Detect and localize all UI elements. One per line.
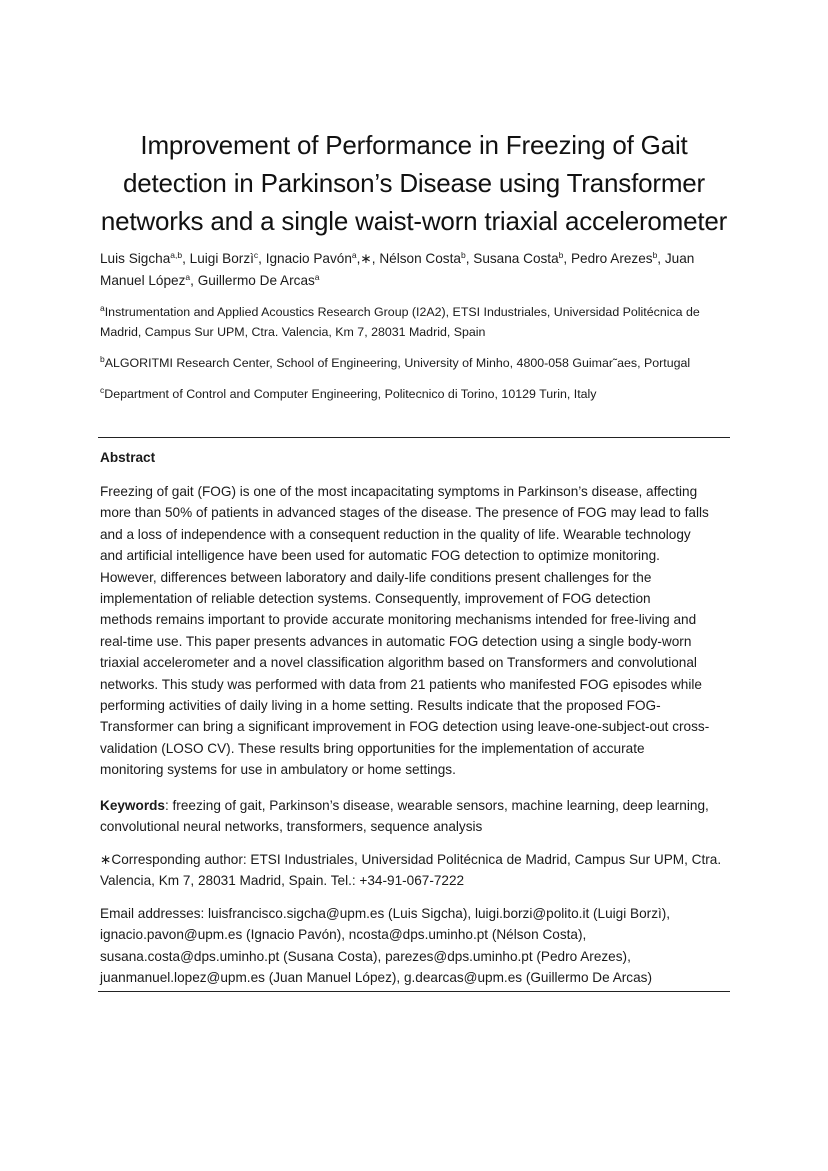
corresponding-line: Valencia, Km 7, 28031 Madrid, Spain. Tel.: +34-91-067-7222 <box>100 873 465 889</box>
affiliation-text: Department of Control and Computer Engineering, Politecnico di Torino, 10129 Turin, Italy <box>104 387 597 401</box>
affiliation-line: Madrid, Campus Sur UPM, Ctra. Valencia, Km 7, 28031 Madrid, Spain <box>100 325 486 339</box>
author-list <box>100 248 740 292</box>
abstract-line: implementation of reliable detection systems. Consequently, improvement of FOG detection <box>100 591 651 607</box>
author-separator: , Juan <box>657 251 695 266</box>
email-line: Email addresses: luisfrancisco.sigcha@upm.es (Luis Sigcha), luigi.borzi@polito.it (Luigi Borzì), <box>100 906 671 921</box>
title-line: networks and a single waist-worn triaxial accelerometer <box>100 206 728 236</box>
abstract-line: real-time use. This paper presents advances in automatic FOG detection using a single body-worn <box>100 633 692 649</box>
keywords-text: : freezing of gait, Parkinson’s disease, wearable sensors, machine learning, deep learning, <box>164 798 709 813</box>
author-affiliation-mark: b <box>558 250 564 260</box>
author-affiliation-mark: a,b <box>170 250 183 260</box>
author-separator: , <box>182 251 190 266</box>
affiliation-text: ALGORITMI Research Center, School of Engineering, University of Minho, 4800-058 Guimar˜aes, Portugal <box>104 356 691 370</box>
affiliation-line <box>100 384 740 404</box>
email-line: juanmanuel.lopez@upm.es (Juan Manuel López), g.dearcas@upm.es (Guillermo De Arcas) <box>100 970 652 986</box>
affiliation-c <box>100 384 740 404</box>
abstract-line: monitoring systems for use in ambulatory or home settings. <box>100 762 456 778</box>
affiliation-mark: b <box>100 354 105 364</box>
email-line: ignacio.pavon@upm.es (Ignacio Pavón), ncosta@dps.uminho.pt (Nélson Costa), <box>100 927 587 943</box>
abstract-line: However, differences between laboratory and daily-life conditions present challenges for the <box>100 569 652 585</box>
affiliation-line <box>100 302 740 322</box>
author-separator: ,∗, <box>356 251 380 266</box>
title-line: detection in Parkinson’s Disease using Transformer <box>122 168 706 198</box>
affiliation-mark: c <box>100 385 105 395</box>
author-affiliation-mark: a <box>185 272 191 282</box>
author-name: Nélson Costa <box>379 251 461 266</box>
affiliation-text: Instrumentation and Applied Acoustics Research Group (I2A2), ETSI Industriales, Universidad Politécnica de <box>104 305 700 319</box>
section-divider-top <box>98 437 730 438</box>
author-separator: , <box>258 251 266 266</box>
abstract-body <box>100 481 740 781</box>
paper-title <box>60 126 768 240</box>
keywords-line: convolutional neural networks, transformers, sequence analysis <box>100 819 483 835</box>
author-line <box>100 248 740 270</box>
abstract-line: Transformer can bring a significant improvement in FOG detection using leave-one-subject-out cross- <box>100 719 710 735</box>
affiliation-b <box>100 353 740 373</box>
abstract-line: and a loss of independence with a consequent reduction in the quality of life. Wearable technology <box>100 526 691 542</box>
author-separator: , <box>563 251 571 266</box>
email-line: susana.costa@dps.uminho.pt (Susana Costa), parezes@dps.uminho.pt (Pedro Arezes), <box>100 948 631 964</box>
author-affiliation-mark: a <box>314 272 320 282</box>
abstract-line: validation (LOSO CV). These results bring opportunities for the implementation of accurate <box>100 740 645 756</box>
author-name: Luigi Borzì <box>189 251 254 266</box>
email-addresses <box>100 903 740 989</box>
author-name: Ignacio Pavón <box>265 251 352 266</box>
author-name: Susana Costa <box>473 251 559 266</box>
keywords-block <box>100 795 740 838</box>
abstract-line: performing activities of daily living in a home setting. Results indicate that the proposed FOG- <box>100 698 661 714</box>
author-name: Pedro Arezes <box>570 251 653 266</box>
author-affiliation-mark: a <box>351 250 357 260</box>
author-separator: , <box>465 251 474 266</box>
author-separator: , <box>190 273 198 288</box>
abstract-line: triaxial accelerometer and a novel classification algorithm based on Transformers and convolutional <box>100 655 697 671</box>
title-line: Improvement of Performance in Freezing of Gait <box>140 130 688 160</box>
abstract-line: networks. This study was performed with data from 21 patients who manifested FOG episodes while <box>100 676 702 692</box>
abstract-line: and artificial intelligence have been used for automatic FOG detection to optimize monitoring. <box>100 548 660 564</box>
author-line <box>100 270 740 292</box>
keywords-label: Keywords <box>100 798 165 813</box>
author-name: Guillermo De Arcas <box>197 273 315 288</box>
corresponding-author <box>100 849 740 892</box>
affiliation-mark: a <box>100 303 105 313</box>
section-divider-bottom <box>98 991 730 992</box>
affiliation-a <box>100 302 740 342</box>
keywords-line <box>100 795 740 816</box>
abstract-line: methods remains important to provide accurate monitoring mechanisms intended for free-living and <box>100 612 697 628</box>
author-name: Luis Sigcha <box>100 251 171 266</box>
author-affiliation-mark: b <box>652 250 658 260</box>
abstract-line: Freezing of gait (FOG) is one of the most incapacitating symptoms in Parkinson’s disease, affecting <box>100 484 698 499</box>
author-affiliation-mark: b <box>460 250 466 260</box>
affiliation-line <box>100 353 740 373</box>
corresponding-line: ∗Corresponding author: ETSI Industriales, Universidad Politécnica de Madrid, Campus Sur UPM, Ctra. <box>100 852 722 867</box>
abstract-heading: Abstract <box>100 450 156 465</box>
abstract-line: more than 50% of patients in advanced stages of the disease. The presence of FOG may lead to falls <box>100 505 709 521</box>
author-name: Manuel López <box>100 273 186 288</box>
author-affiliation-mark: c <box>253 250 259 260</box>
